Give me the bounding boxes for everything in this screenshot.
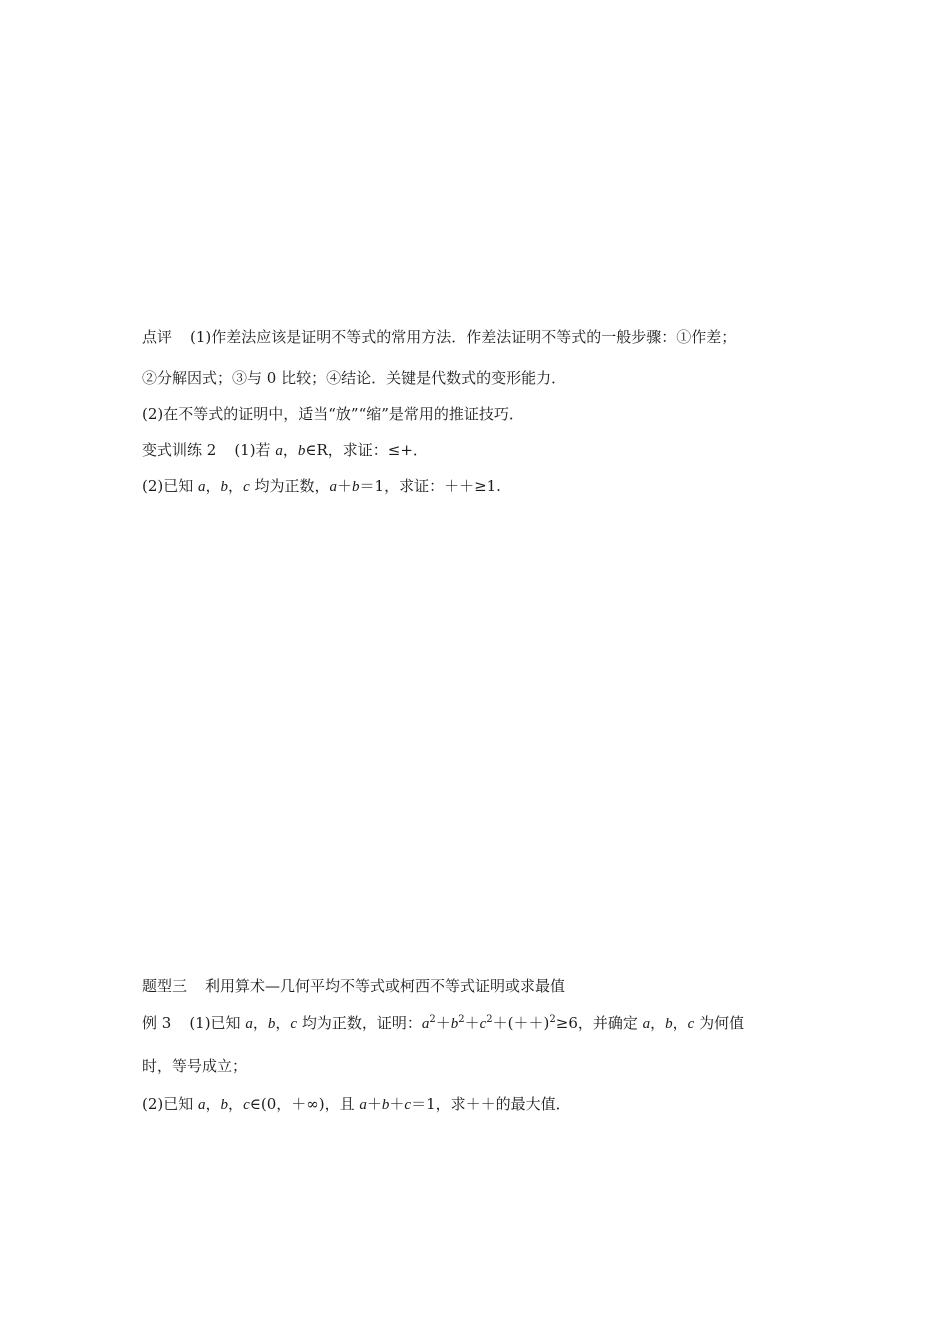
comment-label: 点评 [142, 328, 173, 346]
var-b: b [267, 1016, 276, 1032]
comment-text-3: (2)在不等式的证明中，适当“放”“缩”是常用的推证技巧． [142, 405, 524, 423]
text: ＋ [366, 1095, 382, 1113]
exponent: 2 [486, 1014, 493, 1025]
example-label: 例 3 [142, 1014, 172, 1032]
var-c: c [290, 1016, 298, 1032]
text: ＝1，求＋＋的最大值． [411, 1095, 571, 1113]
text: ＋ [389, 1095, 405, 1113]
var-b: b [220, 1097, 229, 1113]
comment-line-3 [142, 404, 524, 424]
text: ∈R，求证：≤+． [305, 441, 428, 459]
var-b: b [297, 443, 306, 459]
text: (1)已知 [189, 1014, 246, 1032]
text: ， [228, 477, 244, 495]
var-a: a [359, 1097, 367, 1113]
text: 为何值 [694, 1014, 745, 1032]
comment-text-1: (1)作差法应该是证明不等式的常用方法．作差法证明不等式的一般步骤：①作差； [190, 328, 737, 346]
var-a: a [329, 479, 338, 495]
var-c: c [243, 479, 250, 495]
example-3-line-2 [142, 1056, 247, 1076]
exponent: 2 [429, 1014, 436, 1025]
text: ＋ [337, 477, 353, 495]
text: ≥6，并确定 [555, 1014, 643, 1032]
var-c: c [404, 1097, 412, 1113]
text: ＋(＋＋) [492, 1014, 550, 1032]
var-b: b [220, 479, 229, 495]
text: ＋ [464, 1014, 480, 1032]
var-c: c [687, 1016, 695, 1032]
var-b: b [665, 1016, 673, 1032]
var-b: b [352, 479, 360, 495]
text: ∈(0，＋∞)，且 [249, 1095, 360, 1113]
text: ， [205, 1095, 221, 1113]
variant-label: 变式训练 2 [142, 441, 217, 459]
exponent: 2 [458, 1014, 465, 1025]
text: ， [650, 1014, 666, 1032]
var-a: a [245, 1016, 253, 1032]
section-label: 题型三 [142, 977, 188, 995]
exponent: 2 [549, 1014, 556, 1025]
var-b: b [381, 1097, 390, 1113]
comment-line-2 [142, 368, 566, 388]
var-a: a [198, 479, 206, 495]
var-b: b [450, 1016, 459, 1032]
text: ， [252, 1014, 268, 1032]
text: ， [228, 1095, 244, 1113]
text: 均为正数，证明： [297, 1014, 422, 1032]
variant-training-2-part-2 [142, 476, 501, 497]
section-title-text: 利用算术—几何平均不等式或柯西不等式证明或求最值 [205, 977, 566, 995]
var-c: c [243, 1097, 250, 1113]
comment-text-2: ②分解因式；③与 0 比较；④结论．关键是代数式的变形能力． [142, 369, 567, 387]
var-a: a [421, 1016, 430, 1032]
text: 时，等号成立； [142, 1057, 248, 1075]
var-c: c [479, 1016, 487, 1032]
text: (2)已知 [142, 477, 199, 495]
var-a: a [198, 1097, 206, 1113]
example-3-line-1 [142, 1013, 744, 1034]
var-a: a [642, 1016, 651, 1032]
text: ， [672, 1014, 688, 1032]
text: ， [205, 477, 221, 495]
text: (1)若 [234, 441, 276, 459]
text: (2)已知 [142, 1095, 199, 1113]
text: ＝1，求证：＋＋≥1. [359, 477, 501, 495]
variant-training-2-part-1 [142, 440, 428, 461]
comment-line-1 [142, 327, 736, 347]
text: ＋ [435, 1014, 451, 1032]
section-3-title [142, 976, 565, 996]
text: ， [275, 1014, 291, 1032]
text: 均为正数， [249, 477, 330, 495]
text: ， [282, 441, 298, 459]
example-3-line-3 [142, 1094, 571, 1115]
var-a: a [275, 443, 283, 459]
